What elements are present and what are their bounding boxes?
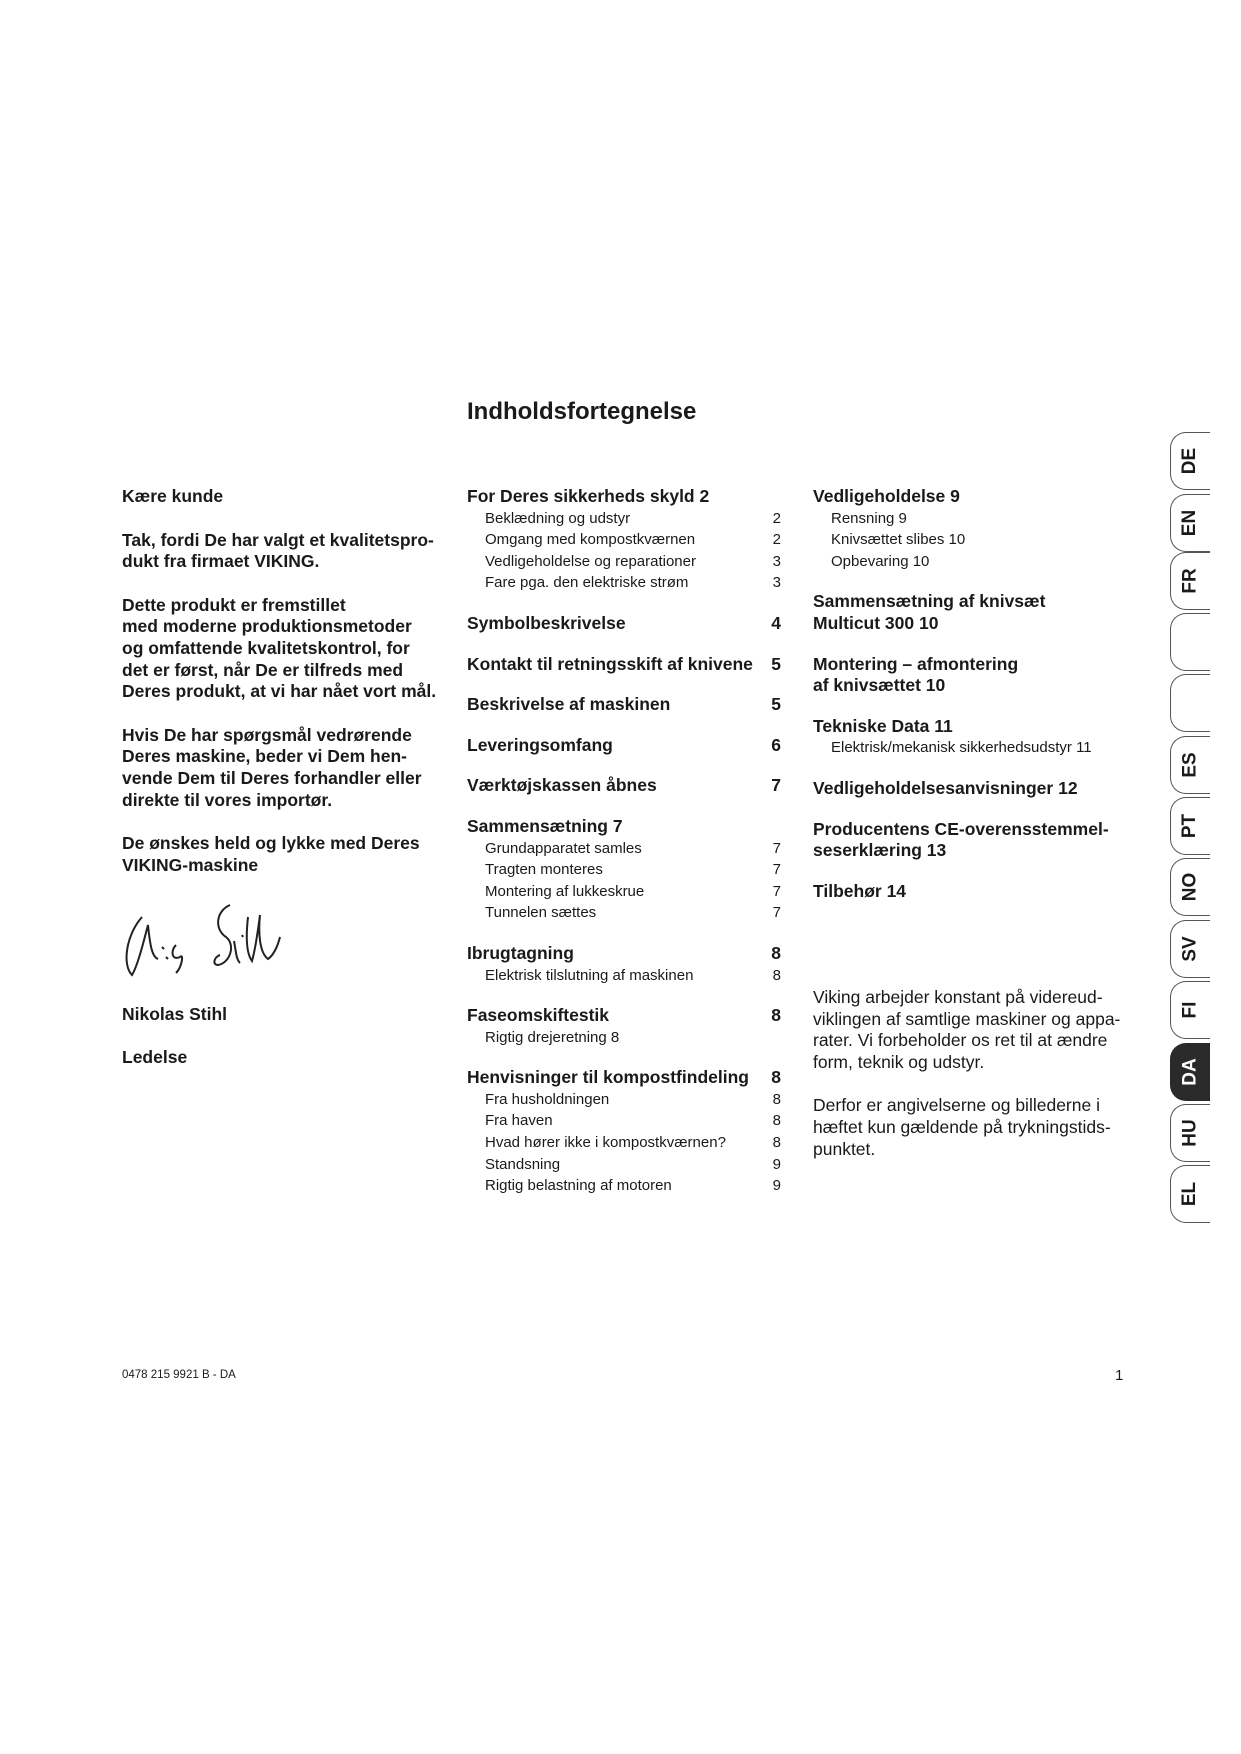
toc-subentry[interactable] (467, 1027, 781, 1049)
toc-subentry-page: 7 (772, 882, 781, 900)
toc-entry-title: Faseomskiftestik (467, 1005, 610, 1026)
toc-entry[interactable]: Tekniske Data 11 (813, 715, 953, 736)
language-tab[interactable] (1170, 1104, 1210, 1162)
language-tab-label: HU (1179, 1119, 1201, 1147)
toc-subentry-title: Montering af lukkeskrue (485, 882, 645, 900)
letter-line: VIKING-maskine (122, 854, 259, 875)
language-tab[interactable] (1170, 920, 1210, 978)
letter-paragraph (122, 595, 452, 703)
note-paragraph (813, 1095, 1143, 1160)
toc-subentry-title: Tunnelen sættes (485, 904, 597, 922)
note-paragraph (813, 987, 1143, 1073)
toc-subentry[interactable]: Opbevaring 10 (831, 552, 930, 570)
language-tab[interactable] (1170, 552, 1210, 610)
note-line: rater. Vi forbeholder os ret til at ændre (813, 1030, 1108, 1051)
language-tab-label: ES (1179, 752, 1201, 778)
toc-subentry[interactable] (467, 838, 781, 860)
toc-section (813, 778, 1143, 800)
toc-section (813, 486, 1143, 572)
language-tab[interactable] (1170, 981, 1210, 1039)
toc-entry[interactable] (467, 654, 781, 676)
toc-entry[interactable]: Producentens CE-overensstemmel- (813, 818, 1109, 839)
signer-name: Nikolas Stihl (122, 1004, 228, 1024)
toc-entry[interactable] (467, 613, 781, 635)
toc-entry-page: 5 (771, 653, 781, 674)
toc-entry[interactable] (467, 775, 781, 797)
toc-entry-title: Ibrugtagning (467, 942, 574, 963)
toc-entry[interactable]: Vedligeholdelse 9 (813, 486, 960, 506)
language-tab-label: EL (1179, 1181, 1201, 1207)
letter-line: Deres produkt, at vi har nået vort mål. (122, 681, 437, 702)
toc-subentry[interactable]: Rensning 9 (831, 509, 907, 527)
language-tab[interactable] (1170, 1043, 1210, 1101)
toc-subentry[interactable]: Elektrisk/mekanisk sikkerhedsudstyr 11 (831, 739, 1092, 757)
language-tab[interactable] (1170, 736, 1210, 794)
toc-section (813, 881, 1143, 903)
signature (118, 895, 298, 985)
toc-subentry-page: 7 (772, 861, 781, 879)
toc-subentry-page (767, 1027, 781, 1049)
toc-right-column (813, 486, 1143, 902)
toc-subentry[interactable] (467, 1154, 781, 1176)
toc-subentry[interactable] (467, 965, 781, 987)
toc-subentry-page: 7 (772, 904, 781, 922)
note-line: punktet. (813, 1138, 876, 1159)
footer-code: 0478 215 9921 B - DA (122, 1369, 236, 1381)
toc-entry-page (767, 816, 781, 838)
toc-entry[interactable] (467, 816, 781, 838)
toc-subentry-page: 8 (772, 1134, 781, 1152)
note-line: form, teknik og udstyr. (813, 1051, 985, 1072)
toc-subentry[interactable] (467, 508, 781, 530)
toc-subentry-title: Tragten monteres (485, 861, 603, 879)
toc-section (813, 819, 1143, 862)
letter-line: dukt fra firmaet VIKING. (122, 551, 320, 572)
language-tab-label: FR (1179, 568, 1201, 594)
note-line: hæftet kun gældende på trykningstids- (813, 1116, 1111, 1137)
revision-note (813, 987, 1143, 1160)
language-tab[interactable] (1170, 674, 1210, 732)
language-tab-label: EN (1179, 509, 1201, 537)
toc-entry-page: 5 (771, 694, 781, 715)
toc-subentry[interactable] (467, 1089, 781, 1111)
toc-subentry[interactable] (467, 902, 781, 924)
note-line: Viking arbejder konstant på videreud- (813, 987, 1103, 1007)
toc-subentry[interactable] (467, 529, 781, 551)
toc-subentry-title: Omgang med kompostkværnen (485, 531, 696, 549)
toc-section (467, 654, 781, 676)
toc-subentry[interactable] (467, 572, 781, 594)
toc-subentry-title: Elektrisk tilslutning af maskinen (485, 966, 694, 984)
toc-entry-page: 4 (771, 612, 781, 633)
toc-subentry[interactable] (467, 881, 781, 903)
toc-entry[interactable] (467, 1005, 781, 1027)
toc-subentry-title: Fra husholdningen (485, 1090, 610, 1108)
toc-subentry-title: Fra haven (485, 1112, 553, 1130)
page-number: 1 (1115, 1367, 1124, 1384)
toc-entry-title: Værktøjskassen åbnes (467, 775, 657, 796)
toc-section (813, 716, 1143, 759)
toc-entry-page: 6 (771, 734, 781, 755)
toc-subentry-page: 2 (772, 509, 781, 527)
toc-subentry-page: 8 (772, 1090, 781, 1108)
toc-subentry-page: 7 (772, 839, 781, 857)
toc-subentry-page: 9 (772, 1155, 781, 1173)
letter-line: Deres maskine, beder vi Dem hen- (122, 746, 407, 767)
letter-paragraph (122, 725, 452, 811)
toc-middle-column (467, 486, 781, 1197)
toc-section (813, 654, 1143, 697)
toc-entry[interactable] (467, 694, 781, 716)
toc-section (467, 694, 781, 716)
toc-entry-page: 8 (771, 1067, 781, 1088)
toc-section (467, 486, 781, 594)
toc-entry[interactable]: Multicut 300 10 (813, 612, 939, 633)
toc-entry-page: 8 (771, 942, 781, 963)
language-tab-label: PT (1179, 813, 1201, 839)
toc-subentry-page: 3 (772, 552, 781, 570)
language-tab[interactable] (1170, 494, 1210, 552)
toc-entry-title: Sammensætning 7 (467, 815, 623, 836)
toc-entry-page: 8 (771, 1005, 781, 1026)
toc-entry[interactable]: Tilbehør 14 (813, 880, 907, 901)
language-tab-label: DA (1179, 1058, 1201, 1086)
toc-entry[interactable]: af knivsættet 10 (813, 675, 946, 696)
toc-subentry-title: Rigtig drejeretning 8 (485, 1028, 620, 1046)
toc-entry[interactable]: seserklæring 13 (813, 840, 947, 861)
language-tab-label: SV (1179, 936, 1201, 962)
letter-line: vende Dem til Deres forhandler eller (122, 767, 422, 788)
toc-subentry-title: Beklædning og udstyr (485, 509, 631, 527)
signature-image (118, 895, 298, 985)
toc-subentry-page: 3 (772, 574, 781, 592)
note-line: viklingen af samtlige maskiner og appa- (813, 1008, 1121, 1029)
note-line: Derfor er angivelserne og billederne i (813, 1095, 1100, 1116)
letter-line: Kære kunde (122, 486, 224, 506)
letter-paragraph (122, 486, 452, 508)
toc-subentry-page: 2 (772, 531, 781, 549)
toc-entry[interactable]: Sammensætning af knivsæt (813, 591, 1046, 612)
toc-section (467, 1005, 781, 1048)
toc-subentry-page: 9 (772, 1177, 781, 1195)
toc-subentry-title: Hvad hører ikke i kompostkværnen? (485, 1134, 726, 1152)
toc-entry-title: Beskrivelse af maskinen (467, 694, 671, 715)
toc-subentry-title: Rigtig belastning af motoren (485, 1177, 672, 1195)
letter-paragraph (122, 833, 452, 876)
toc-section (467, 816, 781, 924)
toc-entry[interactable] (467, 735, 781, 757)
toc-entry[interactable]: Vedligeholdelsesanvisninger 12 (813, 777, 1078, 798)
toc-entry-title: For Deres sikkerheds skyld 2 (467, 486, 710, 506)
language-tab-label: NO (1179, 872, 1201, 902)
page-title: Indholdsfortegnelse (467, 398, 697, 425)
toc-section (467, 775, 781, 797)
welcome-letter (122, 486, 452, 876)
toc-entry-title: Leveringsomfang (467, 734, 613, 755)
toc-section (467, 1067, 781, 1197)
toc-subentry[interactable] (467, 551, 781, 573)
letter-line: Dette produkt er fremstillet (122, 594, 346, 615)
toc-subentry-page: 8 (772, 1112, 781, 1130)
toc-entry-title: Kontakt til retningsskift af knivene (467, 653, 753, 674)
toc-section (467, 735, 781, 757)
toc-entry-page: 7 (771, 775, 781, 796)
toc-subentry[interactable] (467, 1110, 781, 1132)
letter-paragraph (122, 530, 452, 573)
letter-line: Tak, fordi De har valgt et kvalitetspro- (122, 529, 434, 550)
toc-entry-page (767, 486, 781, 508)
letter-line: med moderne produktionsmetoder (122, 616, 412, 637)
toc-section (467, 613, 781, 635)
toc-subentry-title: Standsning (485, 1155, 561, 1173)
toc-subentry[interactable] (467, 1132, 781, 1154)
toc-entry[interactable] (467, 486, 781, 508)
toc-subentry-title: Fare pga. den elektriske strøm (485, 574, 689, 592)
signer-title: Ledelse (122, 1047, 188, 1067)
toc-section (467, 943, 781, 986)
letter-line: det er først, når De er tilfreds med (122, 659, 404, 680)
letter-line: Hvis De har spørgsmål vedrørende (122, 724, 412, 745)
toc-subentry[interactable] (467, 859, 781, 881)
toc-subentry[interactable] (467, 1175, 781, 1197)
letter-line: og omfattende kvalitetskontrol, for (122, 637, 410, 658)
toc-subentry-title: Vedligeholdelse og reparationer (485, 552, 696, 570)
language-tab[interactable] (1170, 797, 1210, 855)
language-tab[interactable] (1170, 432, 1210, 490)
language-tab[interactable] (1170, 858, 1210, 916)
letter-line: direkte til vores importør. (122, 789, 333, 810)
toc-entry[interactable] (467, 943, 781, 965)
toc-entry[interactable]: Montering – afmontering (813, 653, 1019, 674)
language-tab-label: DE (1179, 447, 1201, 475)
toc-entry-title: Henvisninger til kompostfindeling (467, 1067, 749, 1088)
letter-line: De ønskes held og lykke med Deres (122, 833, 420, 854)
toc-subentry-title: Grundapparatet samles (485, 839, 642, 857)
language-tab-label: FI (1179, 1001, 1201, 1019)
language-tab[interactable] (1170, 613, 1210, 671)
toc-section (813, 591, 1143, 634)
toc-subentry-page: 8 (772, 966, 781, 984)
language-tab[interactable] (1170, 1165, 1210, 1223)
toc-entry-title: Symbolbeskrivelse (467, 612, 626, 633)
toc-entry[interactable] (467, 1067, 781, 1089)
toc-subentry[interactable]: Knivsættet slibes 10 (831, 531, 966, 549)
